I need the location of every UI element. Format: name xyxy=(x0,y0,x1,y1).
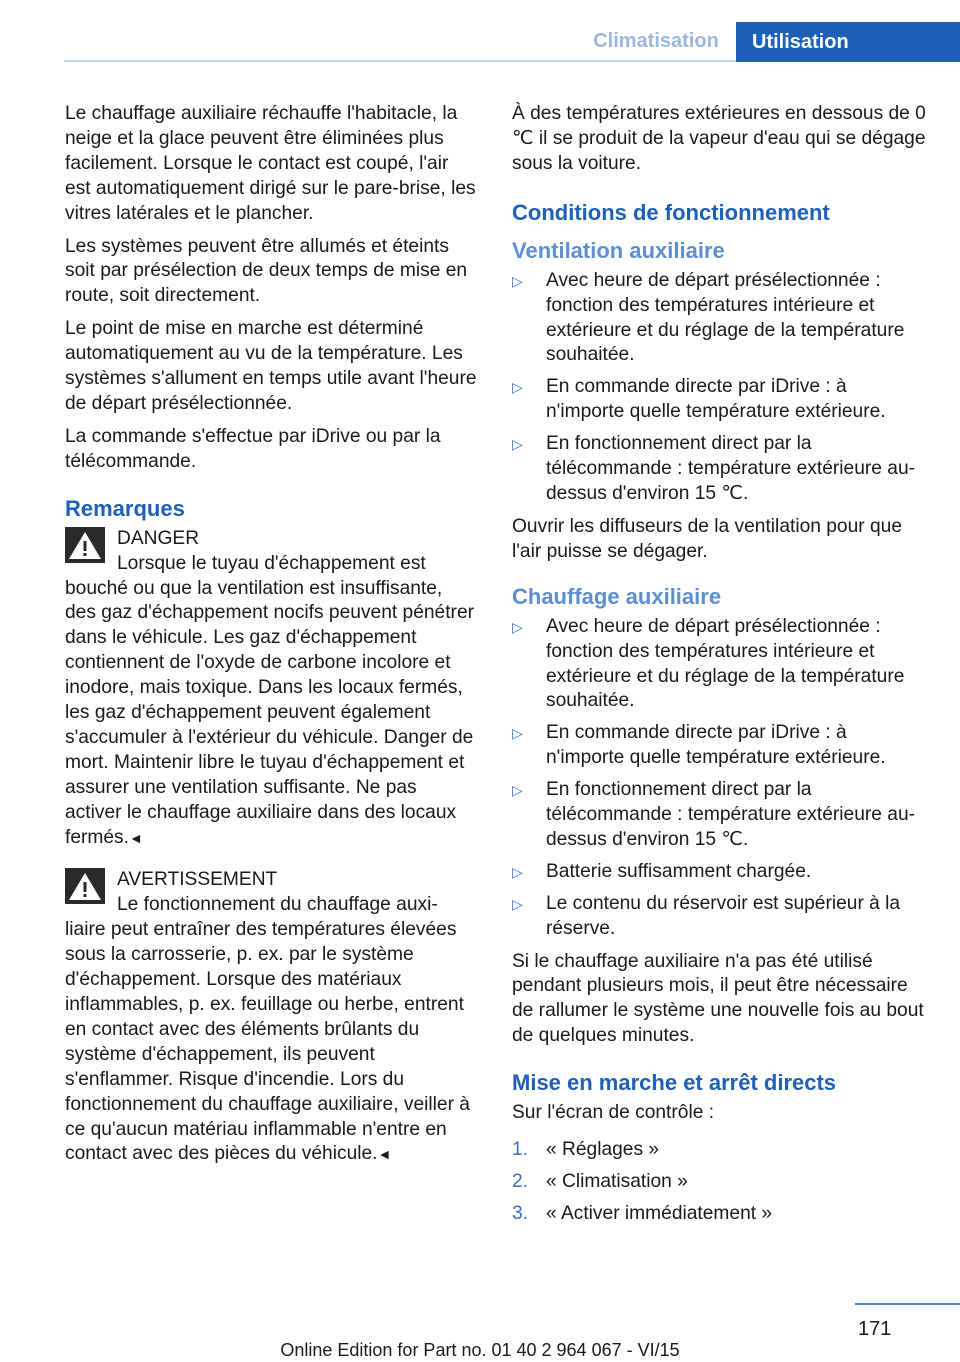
warning-notice xyxy=(65,868,478,1167)
danger-label: DANGER xyxy=(117,527,200,549)
step-number: 1. xyxy=(512,1139,529,1161)
chauffage-list xyxy=(512,615,928,942)
paragraph: La commande s'effectue par iDrive ou par la télécommande. xyxy=(65,425,441,472)
warning-triangle-icon xyxy=(65,868,105,904)
triangle-bullet-icon: ▷ xyxy=(512,272,523,289)
list-item: ▷ En fonctionnement direct par la télécommande : température extérieure au-dessus d'environ 15 ℃. xyxy=(512,779,916,850)
list-item: ▷ Le contenu du réservoir est supérieur à la réserve. xyxy=(512,892,901,939)
list-item: ▷ En commande directe par iDrive : à n'importe quelle température extérieure. xyxy=(512,376,886,423)
step-number: 3. xyxy=(512,1202,529,1224)
step-number: 2. xyxy=(512,1171,529,1192)
footer-edition: Online Edition for Part no. 01 40 2 964 067 - VI/15 xyxy=(280,1340,680,1360)
list-item: ▷ Avec heure de départ présélectionnée : fonction des températures intérieure et extérieure et du réglage de la température souhaitée. xyxy=(512,615,905,712)
ventilation-list xyxy=(512,269,928,507)
triangle-bullet-icon: ▷ xyxy=(512,863,523,880)
header-active-tab[interactable]: Utilisation xyxy=(736,22,960,62)
triangle-bullet-icon: ▷ xyxy=(512,725,523,742)
triangle-bullet-icon: ▷ xyxy=(512,618,523,635)
paragraph: À des températures extérieures en dessous de 0 ℃ il se produit de la vapeur d'eau qui se dégage sous la voiture. xyxy=(512,103,926,174)
end-marker: ◄ xyxy=(377,1146,392,1163)
triangle-bullet-icon: ▷ xyxy=(512,436,523,453)
list-item: ▷ En commande directe par iDrive : à n'importe quelle température extérieure. xyxy=(512,722,886,769)
list-item: ▷ En fonctionnement direct par la télécommande : température extérieure au-dessus d'environ 15 ℃. xyxy=(512,433,916,504)
list-item: 2. « Climatisation » xyxy=(512,1170,928,1195)
list-item: 1. « Réglages » xyxy=(512,1138,928,1163)
triangle-bullet-icon: ▷ xyxy=(512,782,523,799)
warning-triangle-icon xyxy=(65,527,105,563)
paragraph: Si le chauffage auxiliaire n'a pas été utilisé pendant plusieurs mois, il peut être nécessaire de rallumer le système une nouvelle fois au bout de quelques minutes. xyxy=(512,950,924,1047)
page-number: 171 xyxy=(858,1318,892,1340)
heading-mise-en-marche: Mise en marche et arrêt directs xyxy=(512,1070,837,1096)
warning-first-line: Le fonctionnement du chauffage auxi- xyxy=(117,894,438,916)
paragraph: Le chauffage auxiliaire réchauffe l'habitacle, la neige et la glace peuvent être éliminées plus facilement. Lorsque le contact est coupé, l'air est automatiquement dirigé sur le pare-brise, les vitres latérales et le plancher. xyxy=(65,103,476,224)
danger-first-line: Lorsque le tuyau d'échappement est xyxy=(117,552,426,574)
triangle-bullet-icon: ▷ xyxy=(512,379,523,396)
list-item: 3. « Activer immédiatement » xyxy=(512,1202,928,1227)
right-column xyxy=(512,102,928,1235)
heading-remarques: Remarques xyxy=(65,495,185,521)
warning-label: AVERTISSEMENT xyxy=(117,869,278,891)
heading-conditions: Conditions de fonctionnement xyxy=(512,199,830,225)
left-column xyxy=(65,102,478,1177)
danger-text: bouché ou que la ventilation est insuffisante, des gaz d'échappement nocifs peuvent pénétrer dans le véhicule. Les gaz d'échappement contiennent de l'oxyde de carbone incolore et inodore, mais toxique. Dans les locaux fermés, les gaz d'échappement peuvent également s'accumuler à l'extérieur du véhicule. Danger de mort. Maintenir libre le tuyau d'échappement et assurer une ventilation suffisante. Ne pas activer le chauffage auxiliaire dans des locaux fermés. xyxy=(65,577,475,848)
paragraph: Ouvrir les diffuseurs de la ventilation pour que l'air puisse se dégager. xyxy=(512,515,903,562)
danger-notice xyxy=(65,527,478,851)
footer-rule xyxy=(855,1303,960,1305)
list-item: ▷ Batterie suffisamment chargée. xyxy=(512,860,928,885)
paragraph: Le point de mise en marche est déterminé automatiquement au vu de la température. Les systèmes s'allument en temps utile avant l'heure de départ présélectionnée. xyxy=(65,318,477,414)
warning-text: liaire peut entraîner des températures élevées sous la carrosserie, p. ex. par le système d'échappement. Lorsque des matériaux inflammables, p. ex. feuillage ou herbe, entrent en contact avec des éléments brûlants du système d'échappement, ils peuvent s'enflammer. Risque d'incendie. Lors du fonctionnement du chauffage auxiliaire, veiller à ce qu'aucun matériau inflammable n'entre en contact avec des pièces du véhicule. xyxy=(65,919,470,1165)
header-section-tab[interactable]: Climatisation xyxy=(593,30,719,52)
list-item: ▷ Avec heure de départ présélectionnée : fonction des températures intérieure et extérieure et du réglage de la température souhaitée. xyxy=(512,269,905,366)
triangle-bullet-icon: ▷ xyxy=(512,895,523,912)
steps-list xyxy=(512,1138,928,1227)
heading-ventilation: Ventilation auxiliaire xyxy=(512,237,725,263)
paragraph: Les systèmes peuvent être allumés et éteints soit par présélection de deux temps de mise en route, soit directement. xyxy=(65,235,468,307)
heading-chauffage: Chauffage auxiliaire xyxy=(512,583,722,609)
end-marker: ◄ xyxy=(128,829,143,846)
paragraph: Sur l'écran de contrôle : xyxy=(512,1102,715,1124)
